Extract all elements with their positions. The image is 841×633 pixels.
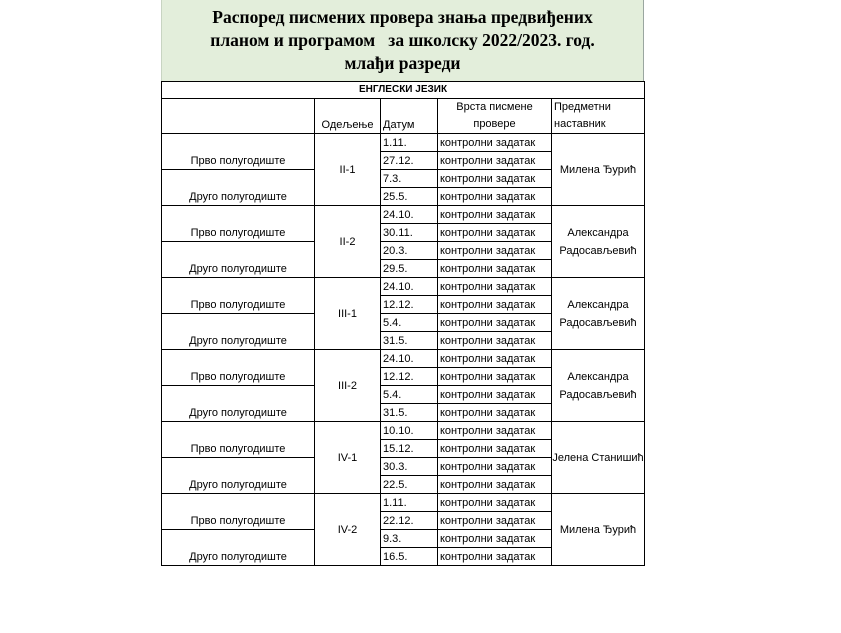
title-line: планом и програмом за школску 2022/2023. год. [210,30,595,50]
schedule-sheet [161,0,644,566]
test-type-cell: контролни задатак [438,530,552,548]
schedule-table [161,81,645,566]
subject-title: ЕНГЛЕСКИ ЈЕЗИК [162,82,645,99]
semester-cell: Прво полугодиште [162,368,315,386]
header-type [438,99,552,134]
date-cell: 1.11. [381,134,438,152]
semester-cell [162,530,315,548]
teacher-cell: Александра Радосављевић [552,350,645,422]
test-type-cell: контролни задатак [438,134,552,152]
header-type-line1: Врста писмене [456,101,533,113]
test-type-cell: контролни задатак [438,188,552,206]
date-cell: 24.10. [381,350,438,368]
semester-cell: Друго полугодиште [162,260,315,278]
date-cell: 30.3. [381,458,438,476]
semester-cell: Друго полугодиште [162,548,315,566]
test-type-cell: контролни задатак [438,494,552,512]
table-row [162,134,645,152]
teacher-cell: Александра Радосављевић [552,206,645,278]
teacher-cell: Александра Радосављевић [552,278,645,350]
semester-cell [162,134,315,152]
title-line: млађи разреди [344,53,461,73]
date-cell: 5.4. [381,314,438,332]
test-type-cell: контролни задатак [438,332,552,350]
semester-cell: Друго полугодиште [162,404,315,422]
semester-cell: Друго полугодиште [162,188,315,206]
document-title [161,0,644,81]
date-cell: 7.3. [381,170,438,188]
test-type-cell: контролни задатак [438,440,552,458]
test-type-cell: контролни задатак [438,224,552,242]
class-cell: II-1 [315,134,381,206]
semester-cell: Друго полугодиште [162,332,315,350]
date-cell: 15.12. [381,440,438,458]
semester-cell [162,278,315,296]
test-type-cell: контролни задатак [438,260,552,278]
date-cell: 16.5. [381,548,438,566]
test-type-cell: контролни задатак [438,368,552,386]
date-cell: 1.11. [381,494,438,512]
header-teacher [552,99,645,134]
class-cell: III-2 [315,350,381,422]
test-type-cell: контролни задатак [438,206,552,224]
semester-cell [162,170,315,188]
date-cell: 27.12. [381,152,438,170]
date-cell: 20.3. [381,242,438,260]
semester-cell [162,350,315,368]
date-cell: 22.5. [381,476,438,494]
test-type-cell: контролни задатак [438,404,552,422]
teacher-cell: Јелена Станишић [552,422,645,494]
class-cell: IV-2 [315,494,381,566]
test-type-cell: контролни задатак [438,512,552,530]
class-cell: II-2 [315,206,381,278]
table-row [162,422,645,440]
table-row [162,494,645,512]
date-cell: 31.5. [381,332,438,350]
test-type-cell: контролни задатак [438,278,552,296]
test-type-cell: контролни задатак [438,314,552,332]
test-type-cell: контролни задатак [438,152,552,170]
date-cell: 12.12. [381,368,438,386]
semester-cell [162,458,315,476]
subject-row [162,82,645,99]
teacher-cell: Милена Ђурић [552,134,645,206]
table-row [162,206,645,224]
semester-cell [162,386,315,404]
date-cell: 24.10. [381,206,438,224]
semester-cell [162,242,315,260]
header-type-line2: провере [473,118,516,130]
class-cell: III-1 [315,278,381,350]
semester-cell [162,206,315,224]
semester-cell: Прво полугодиште [162,440,315,458]
semester-cell: Прво полугодиште [162,224,315,242]
date-cell: 29.5. [381,260,438,278]
header-row [162,99,645,134]
test-type-cell: контролни задатак [438,476,552,494]
date-cell: 25.5. [381,188,438,206]
teacher-cell: Милена Ђурић [552,494,645,566]
semester-cell [162,494,315,512]
test-type-cell: контролни задатак [438,422,552,440]
header-empty-cell [162,99,315,134]
date-cell: 31.5. [381,404,438,422]
date-cell: 24.10. [381,278,438,296]
test-type-cell: контролни задатак [438,350,552,368]
test-type-cell: контролни задатак [438,296,552,314]
date-cell: 10.10. [381,422,438,440]
table-row [162,278,645,296]
class-cell: IV-1 [315,422,381,494]
date-cell: 12.12. [381,296,438,314]
semester-cell: Прво полугодиште [162,296,315,314]
semester-cell: Прво полугодиште [162,512,315,530]
date-cell: 30.11. [381,224,438,242]
test-type-cell: контролни задатак [438,548,552,566]
test-type-cell: контролни задатак [438,386,552,404]
header-teacher-line1: Предметни [554,101,611,113]
header-class: Одељење [315,99,381,134]
header-teacher-line2: наставник [554,118,606,130]
semester-cell: Прво полугодиште [162,152,315,170]
title-line: Распоред писмених провера знања предвиђених [212,7,593,27]
semester-cell [162,314,315,332]
semester-cell: Друго полугодиште [162,476,315,494]
date-cell: 22.12. [381,512,438,530]
test-type-cell: контролни задатак [438,170,552,188]
date-cell: 9.3. [381,530,438,548]
header-date: Датум [381,99,438,134]
semester-cell [162,422,315,440]
test-type-cell: контролни задатак [438,458,552,476]
table-row [162,350,645,368]
test-type-cell: контролни задатак [438,242,552,260]
date-cell: 5.4. [381,386,438,404]
